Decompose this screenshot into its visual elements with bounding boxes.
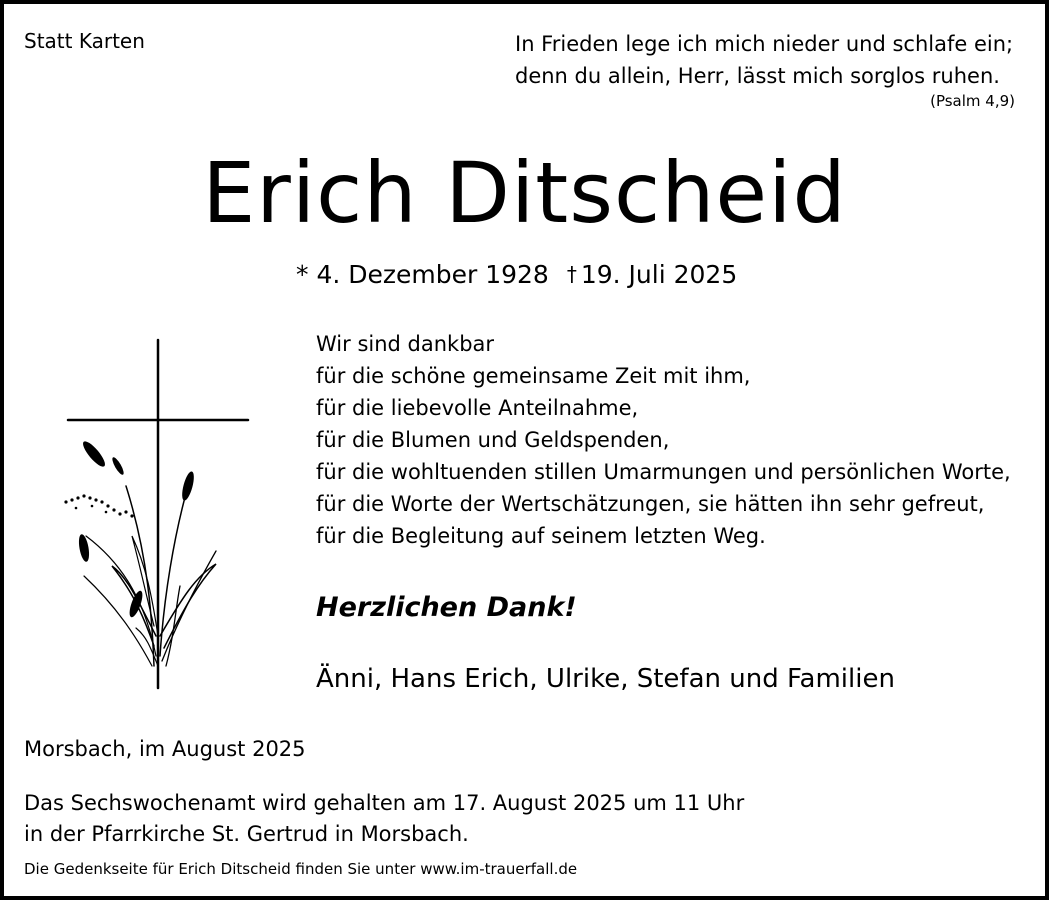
service-line: in der Pfarrkirche St. Gertrud in Morsbach.: [24, 822, 469, 846]
thanks-line: für die Blumen und Geldspenden,: [316, 428, 670, 452]
place-date: Morsbach, im August 2025: [24, 737, 306, 761]
closing-thanks: Herzlichen Dank!: [316, 592, 577, 623]
thanks-text: [316, 328, 1011, 552]
thanks-line: für die Worte der Wertschätzungen, sie hätten ihn sehr gefreut,: [316, 492, 985, 516]
memorial-page-note: Die Gedenkseite für Erich Ditscheid finden Sie unter www.im-trauerfall.de: [24, 860, 578, 878]
family-names: Änni, Hans Erich, Ulrike, Stefan und Familien: [316, 664, 895, 694]
service-notice: [24, 788, 744, 850]
thanks-line: für die schöne gemeinsame Zeit mit ihm,: [316, 364, 751, 388]
thanks-line: für die wohltuenden stillen Umarmungen und persönlichen Worte,: [316, 460, 1011, 484]
verse-line: In Frieden lege ich mich nieder und schlafe ein;: [515, 32, 1014, 56]
birth-date: * 4. Dezember 1928: [296, 260, 549, 289]
statt-karten-label: Statt Karten: [24, 29, 145, 53]
verse-line: denn du allein, Herr, lässt mich sorglos ruhen.: [515, 64, 1000, 88]
deceased-name: Erich Ditscheid: [202, 144, 847, 242]
life-dates: [296, 260, 737, 289]
thanks-line: für die Begleitung auf seinem letzten Weg.: [316, 524, 766, 548]
service-line: Das Sechswochenamt wird gehalten am 17. August 2025 um 11 Uhr: [24, 791, 745, 815]
death-cross-icon: †: [566, 262, 577, 286]
cross-with-wheat-icon: [56, 336, 256, 696]
psalm-reference: (Psalm 4,9): [930, 92, 1015, 110]
death-date: 19. Juli 2025: [580, 260, 738, 289]
thanks-line: Wir sind dankbar: [316, 332, 495, 356]
thanks-line: für die liebevolle Anteilnahme,: [316, 396, 639, 420]
psalm-verse: [515, 28, 1013, 92]
